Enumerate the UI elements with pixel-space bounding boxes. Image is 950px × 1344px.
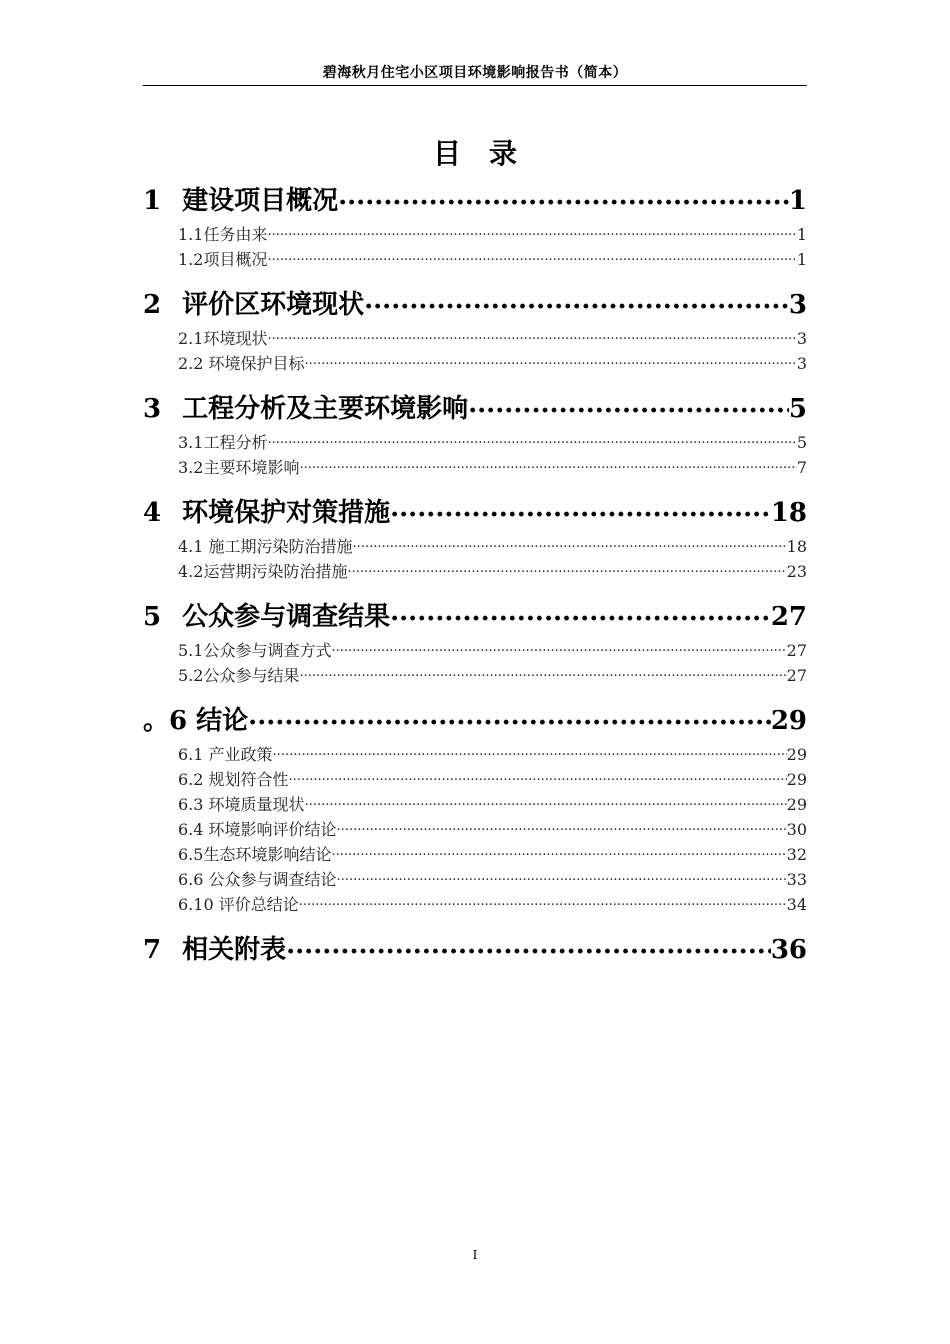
dot-leader	[468, 391, 789, 417]
toc-page-number: 33	[786, 870, 807, 889]
toc-section-entry[interactable]	[143, 534, 807, 559]
toc-section-label: 6.3 环境质量现状	[178, 795, 305, 814]
dot-leader	[305, 353, 797, 369]
toc-page-number: 34	[786, 895, 807, 914]
toc-section-entry[interactable]	[143, 351, 807, 376]
toc-page-number: 1	[796, 250, 807, 269]
page-number: I	[472, 1248, 478, 1262]
toc-section-label: 2.2 环境保护目标	[178, 354, 305, 373]
toc-section-entry[interactable]	[143, 892, 807, 917]
toc-section-label: 6.4 环境影响评价结论	[178, 820, 337, 839]
toc-section-label: 3.1工程分析	[178, 433, 268, 452]
toc-section-label: 1.1任务由来	[178, 225, 268, 244]
toc-chapter-number: 2	[143, 290, 162, 320]
toc-page-number: 18	[770, 498, 807, 528]
toc-chapter-entry[interactable]	[143, 284, 807, 326]
toc-page-number: 27	[786, 641, 807, 660]
toc-chapter-label	[143, 180, 338, 222]
toc-section-entry[interactable]	[143, 842, 807, 867]
toc-section-entry[interactable]	[143, 638, 807, 663]
toc-chapter-label	[143, 284, 364, 326]
toc-chapter-title: 相关附表	[182, 935, 287, 965]
toc-page-number: 5	[796, 433, 807, 452]
toc-page-number: 36	[770, 935, 807, 965]
toc-page-number: 1	[796, 225, 807, 244]
toc-chapter-number: 。6	[143, 706, 188, 736]
toc-chapter-entry[interactable]	[143, 492, 807, 534]
toc-page-number: 27	[786, 666, 807, 685]
toc-section-label: 6.2 规划符合性	[178, 770, 289, 789]
dot-leader	[390, 495, 771, 521]
toc-chapter-number: 3	[143, 394, 162, 424]
toc-page-number: 30	[786, 820, 807, 839]
toc-page-number: 29	[770, 706, 807, 736]
toc-page-number: 3	[796, 329, 807, 348]
toc-section-label: 5.2公众参与结果	[178, 666, 300, 685]
toc-chapter-entry[interactable]	[143, 700, 807, 742]
dot-leader	[267, 432, 796, 448]
toc-section-entry[interactable]	[143, 792, 807, 817]
dot-leader	[299, 457, 796, 473]
toc-page-number: 3	[788, 290, 807, 320]
toc-page-number: 27	[770, 602, 807, 632]
dot-leader	[299, 665, 786, 681]
toc-page-number: 18	[786, 537, 807, 556]
toc-chapter-label	[143, 492, 390, 534]
toc-chapter-entry[interactable]	[143, 929, 807, 971]
toc-section-entry[interactable]	[143, 817, 807, 842]
toc-page-number: 23	[786, 562, 807, 581]
toc-section-label: 6.5生态环境影响结论	[178, 845, 332, 864]
toc-page-number: 32	[786, 845, 807, 864]
toc-chapter-entry[interactable]	[143, 180, 807, 222]
toc-section-entry[interactable]	[143, 247, 807, 272]
toc-chapter-title: 工程分析及主要环境影响	[182, 394, 469, 424]
toc-section-entry[interactable]	[143, 767, 807, 792]
toc-section-entry[interactable]	[143, 559, 807, 584]
toc-section-label: 6.10 评价总结论	[178, 895, 299, 914]
toc-section-entry[interactable]	[143, 742, 807, 767]
toc-page-number: 29	[786, 795, 807, 814]
toc-section-entry[interactable]	[143, 455, 807, 480]
dot-leader	[273, 744, 787, 760]
toc-section-entry[interactable]	[143, 663, 807, 688]
toc-page-number: 29	[786, 745, 807, 764]
dot-leader	[267, 224, 796, 240]
toc-section-label: 1.2项目概况	[178, 250, 268, 269]
dot-leader	[286, 932, 771, 958]
dot-leader	[331, 640, 786, 656]
toc-chapter-entry[interactable]	[143, 388, 807, 430]
toc-page-number: 7	[796, 458, 807, 477]
toc-chapter-label	[143, 700, 248, 742]
running-header: 碧海秋月住宅小区项目环境影响报告书（简本）	[322, 65, 628, 81]
toc-title: 目录	[432, 137, 545, 170]
toc-section-label: 6.1 产业政策	[178, 745, 273, 764]
dot-leader	[299, 894, 787, 910]
dot-leader	[267, 249, 796, 265]
toc-chapter-title: 建设项目概况	[182, 186, 339, 216]
toc-page-number: 29	[786, 770, 807, 789]
toc-section-entry[interactable]	[143, 430, 807, 455]
dot-leader	[364, 287, 789, 313]
header-rule	[143, 85, 807, 86]
toc-page-number: 5	[788, 394, 807, 424]
toc-section-label: 6.6 公众参与调查结论	[178, 870, 337, 889]
toc-section-label: 4.1 施工期污染防治措施	[178, 537, 353, 556]
toc-chapter-title: 评价区环境现状	[182, 290, 365, 320]
toc-chapter-title: 环境保护对策措施	[182, 498, 391, 528]
toc-section-label: 3.2主要环境影响	[178, 458, 300, 477]
toc-chapter-label	[143, 596, 390, 638]
toc-section-label: 2.1环境现状	[178, 329, 268, 348]
toc-page-number: 1	[788, 186, 807, 216]
dot-leader	[267, 328, 796, 344]
dot-leader	[347, 561, 786, 577]
dot-leader	[390, 599, 771, 625]
dot-leader	[289, 769, 787, 785]
dot-leader	[248, 703, 771, 729]
toc-section-label: 4.2运营期污染防治措施	[178, 562, 348, 581]
toc-chapter-number: 5	[143, 602, 162, 632]
toc-chapter-title: 结论	[196, 706, 249, 736]
toc-chapter-label	[143, 929, 286, 971]
dot-leader	[337, 819, 787, 835]
toc-chapter-entry[interactable]	[143, 596, 807, 638]
dot-leader	[353, 536, 787, 552]
toc-section-label: 5.1公众参与调查方式	[178, 641, 332, 660]
dot-leader	[337, 869, 787, 885]
table-of-contents	[143, 180, 807, 971]
toc-chapter-title: 公众参与调查结果	[182, 602, 391, 632]
toc-chapter-number: 7	[143, 935, 162, 965]
toc-section-entry[interactable]	[143, 867, 807, 892]
toc-section-entry[interactable]	[143, 222, 807, 247]
dot-leader	[331, 844, 786, 860]
toc-page-number: 3	[796, 354, 807, 373]
toc-chapter-label	[143, 388, 468, 430]
toc-chapter-number: 4	[143, 498, 162, 528]
dot-leader	[305, 794, 787, 810]
toc-chapter-number: 1	[143, 186, 162, 216]
toc-section-entry[interactable]	[143, 326, 807, 351]
dot-leader	[338, 183, 789, 209]
